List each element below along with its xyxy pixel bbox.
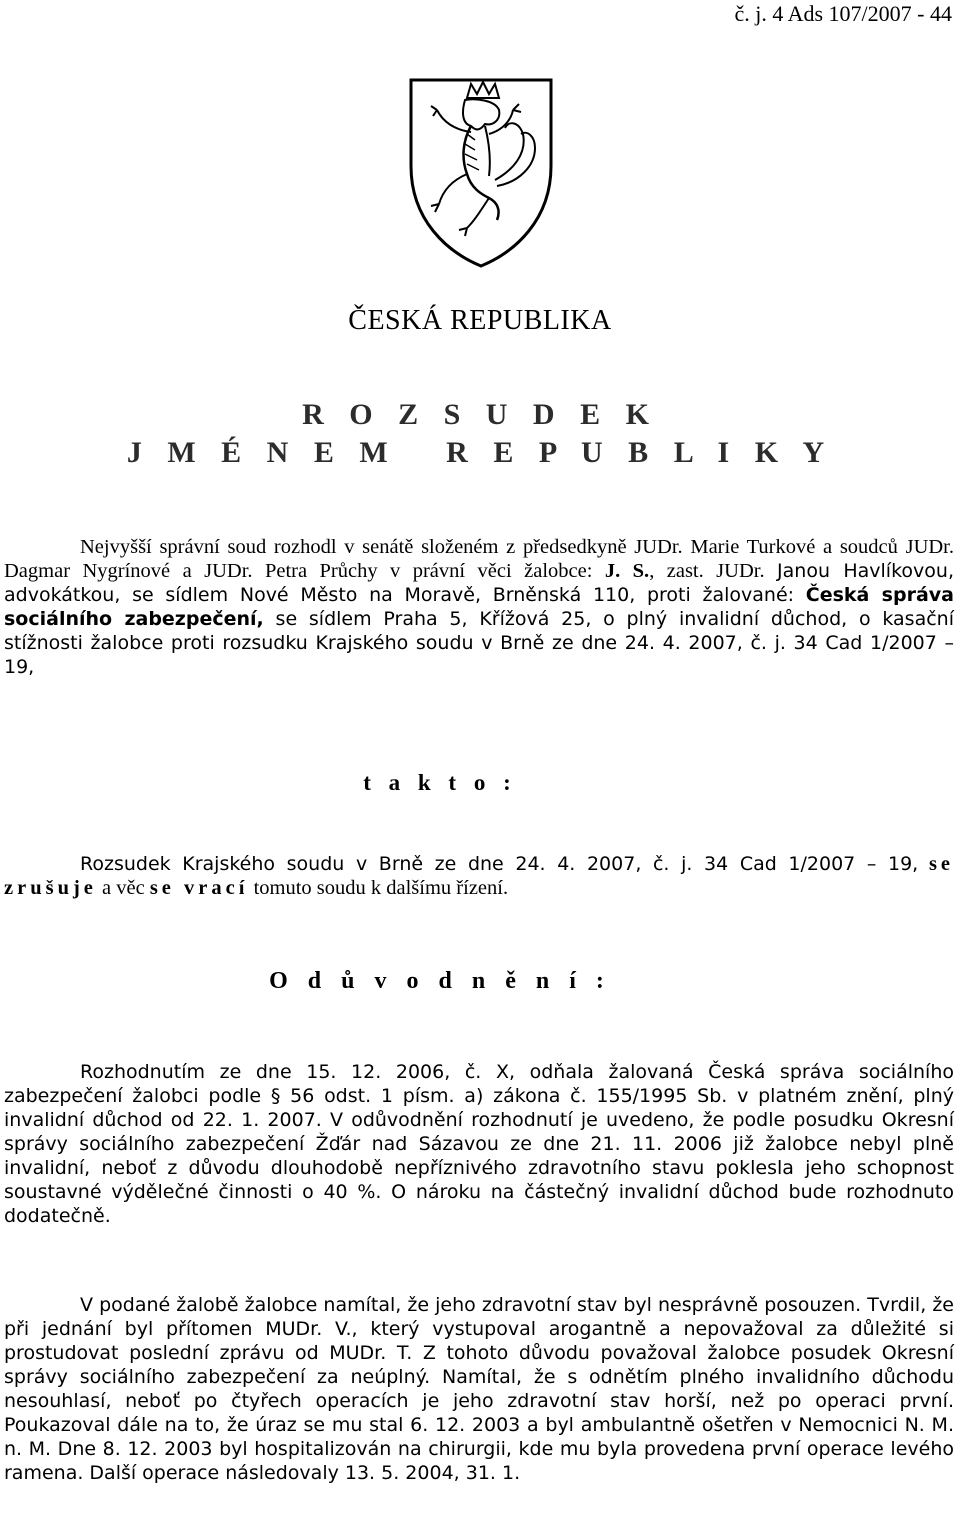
- defendant-name: Česká správa sociálního zabezpečení,: [4, 584, 954, 630]
- verdict-text-1: Rozsudek Krajského soudu v Brně ze dne 24. 4. 2007, č. j. 34 Cad 1/2007 – 19,: [80, 853, 919, 875]
- verdict-text-2: a věc: [96, 877, 150, 899]
- plaintiff-name: J. S.: [604, 560, 650, 582]
- verdict-text-3: tomuto soudu k dalšímu řízení.: [248, 877, 509, 899]
- verdict-paragraph: [4, 852, 954, 900]
- case-file-number: č. j. 4 Ads 107/2007 - 44: [734, 1, 952, 26]
- coat-of-arms: [405, 70, 557, 270]
- reasoning-paragraph-1: Rozhodnutím ze dne 15. 12. 2006, č. X, odňala žalovaná Česká správa sociálního zabezpečení žalobci podle § 56 odst. 1 písm. a) zákona č. 155/1995 Sb. v platném znění, plný invalidní důchod od 22. 1. 2007. V odůvodnění rozhodnutí je uvedeno, že podle posudku Okresní správy sociálního zabezpečení Žďár nad Sázavou ze dne 21. 11. 2006 již žalobce nebyl plně invalidní, neboť z důvodu dlouhodobě nepříznivého zdravotního stavu poklesla jeho schopnost soustavné výdělečné činnosti o 40 %. O nároku na částečný invalidní důchod bude rozhodnuto dodatečně.: [4, 1061, 954, 1227]
- intro-text-3: Janou Havlíkovou, advokátkou, se sídlem Nové Město na Moravě, Brněnská 110, proti žalované:: [4, 560, 954, 606]
- takto-heading: t a k t o :: [363, 770, 517, 795]
- document-title: R O Z S U D E K: [302, 398, 658, 431]
- country-name: ČESKÁ REPUBLIKA: [348, 305, 612, 336]
- reasoning-paragraph-2: V podané žalobě žalobce namítal, že jeho zdravotní stav byl nesprávně posouzen. Tvrdil, že při jednání byl přítomen MUDr. V., který vystupoval arogantně a nepovažoval za důležité si prostudovat poslední zprávu od MUDr. T. Z tohoto důvodu považoval žalobce posudek Okresní správy sociálního zabezpečení za neúplný. Namítal, že s odnětím plného invalidního důchodu nesouhlasí, neboť po čtyřech operacích je jeho zdravotní stav horší, než po operaci první. Poukazoval dále na to, že úraz se mu stal 6. 12. 2003 a byl ambulantně ošetřen v Nemocnici N. M. n. M. Dne 8. 12. 2003 byl hospitalizován na chirurgii, kde mu byla provedena první operace levého ramena. Další operace následovaly 13. 5. 2004, 31. 1.: [4, 1294, 954, 1484]
- intro-text-4: se sídlem Praha 5, Křížová 25, o plný invalidní důchod, o kasační stížnosti žalobce proti rozsudku Krajského soudu v Brně ze dne 24. 4. 2007, č. j. 34 Cad 1/2007 – 19,: [4, 608, 954, 678]
- document-subtitle: J M É N E M R E P U B L I K Y: [126, 436, 834, 469]
- czech-lion-coat-of-arms-icon: [405, 70, 557, 270]
- reasoning-heading: O d ů v o d n ě n í :: [269, 968, 611, 994]
- intro-text-2: , zast. JUDr.: [649, 560, 778, 582]
- verdict-returned: se vrací: [149, 877, 249, 899]
- intro-text-1: Nejvyšší správní soud rozhodl v senátě složeném z předsedkyně JUDr. Marie Turkové a soudců JUDr. Dagmar Nygrínové a JUDr. Petra Průchy v právní věci žalobce:: [4, 536, 954, 582]
- intro-paragraph: [4, 535, 954, 679]
- verdict-annulled: se zrušuje: [4, 853, 955, 899]
